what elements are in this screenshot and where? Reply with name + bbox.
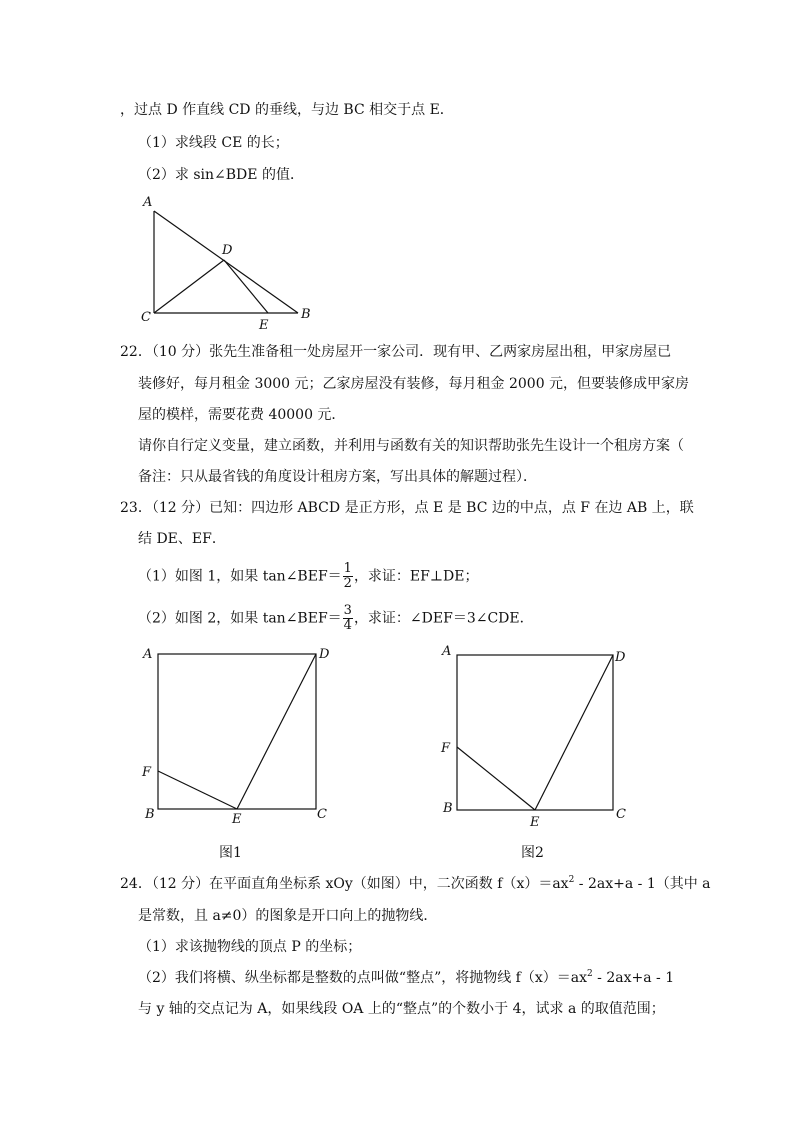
- fig1-label-d: D: [319, 647, 330, 662]
- q22-line1: 22．（10 分）张先生准备租一处房屋开一家公司．现有甲、乙两家房屋出租，甲家房屋已: [120, 344, 672, 360]
- q23-line2: 结 DE、EF．: [138, 531, 226, 547]
- q21-part1: （1）求线段 CE 的长；: [138, 135, 289, 151]
- q21-label-c: C: [141, 310, 151, 325]
- q23-part2-pre: （2）如图 2，如果 tan∠BEF＝: [138, 610, 342, 627]
- q24-line1-exponent: 2: [568, 875, 575, 885]
- q24-line2: 是常数，且 a≠0）的图象是开口向上的抛物线．: [138, 908, 438, 924]
- fig2-label-d: D: [615, 650, 626, 665]
- q21-label-b: B: [301, 307, 311, 322]
- q22-line4: 请你自行定义变量，建立函数，并利用与函数有关的知识帮助张先生设计一个租房方案（: [138, 438, 684, 454]
- fig1-label-a: A: [143, 647, 153, 662]
- q24-part1: （1）求该抛物线的顶点 P 的坐标；: [138, 939, 362, 955]
- q21-label-a: A: [143, 195, 153, 210]
- fig1-label-e: E: [232, 812, 242, 827]
- q22-line3: 屋的模样，需要花费 40000 元．: [138, 407, 346, 423]
- q24-line1-a: 24．（12 分）在平面直角坐标系 xOy（如图）中，二次函数 f（x）＝ax: [120, 876, 569, 892]
- q23-part1-post: ，求证：EF⊥DE；: [353, 568, 479, 585]
- fig1-label-c: C: [317, 807, 327, 822]
- q23-part1-pre: （1）如图 1，如果 tan∠BEF＝: [138, 568, 342, 585]
- q24-line1-b: - 2ax+a - 1（其中 a: [574, 876, 711, 892]
- q21-label-e: E: [259, 318, 269, 333]
- fig1-label-f: F: [142, 765, 152, 780]
- q21-part2: （2）求 sin∠BDE 的值．: [138, 167, 304, 183]
- fig2-label-b: B: [443, 801, 453, 816]
- fig2-segment-ed: [535, 655, 613, 810]
- fig2-label-e: E: [530, 815, 540, 830]
- q22-line2: 装修好，每月租金 3000 元；乙家房屋没有装修，每月租金 2000 元，但要装修成甲家房: [138, 376, 690, 392]
- q24-line1: [120, 874, 711, 894]
- q24-part2-a: （2）我们将横、纵坐标都是整数的点叫做“整点”，将抛物线 f（x）＝ax: [138, 970, 587, 986]
- q24-part2: [138, 968, 674, 988]
- fig2-label-c: C: [616, 807, 626, 822]
- fig2-label-a: A: [442, 644, 452, 659]
- q23-part2-post: ，求证：∠DEF＝3∠CDE．: [353, 610, 534, 627]
- fig2-square: [457, 655, 613, 810]
- q23-part2-denominator: 4: [343, 618, 352, 633]
- q22-line5: 备注：只从最省钱的角度设计租房方案，写出具体的解题过程）．: [138, 469, 537, 485]
- q21-line1: ，过点 D 作直线 CD 的垂线，与边 BC 相交于点 E．: [120, 102, 454, 118]
- fig2-caption: 图2: [521, 845, 544, 861]
- fig2-label-f: F: [441, 741, 451, 756]
- q24-part2-b: - 2ax+a - 1: [592, 970, 675, 986]
- q23-part2-numerator: 3: [343, 603, 352, 618]
- q23-part1-numerator: 1: [343, 561, 352, 576]
- q24-part2-line2: 与 y 轴的交点记为 A，如果线段 OA 上的“整点”的个数小于 4，试求 a 的取值范围；: [138, 1001, 665, 1017]
- fig1-label-b: B: [145, 807, 155, 822]
- q24-part2-exponent: 2: [587, 969, 593, 979]
- fig1-caption: 图1: [219, 845, 242, 861]
- q21-label-d: D: [222, 243, 233, 258]
- q23-part1-denominator: 2: [343, 576, 352, 591]
- q23-line1: 23．（12 分）已知：四边形 ABCD 是正方形，点 E 是 BC 边的中点，点 F 在边 AB 上，联: [120, 500, 694, 516]
- fig2-segment-fe: [457, 747, 535, 810]
